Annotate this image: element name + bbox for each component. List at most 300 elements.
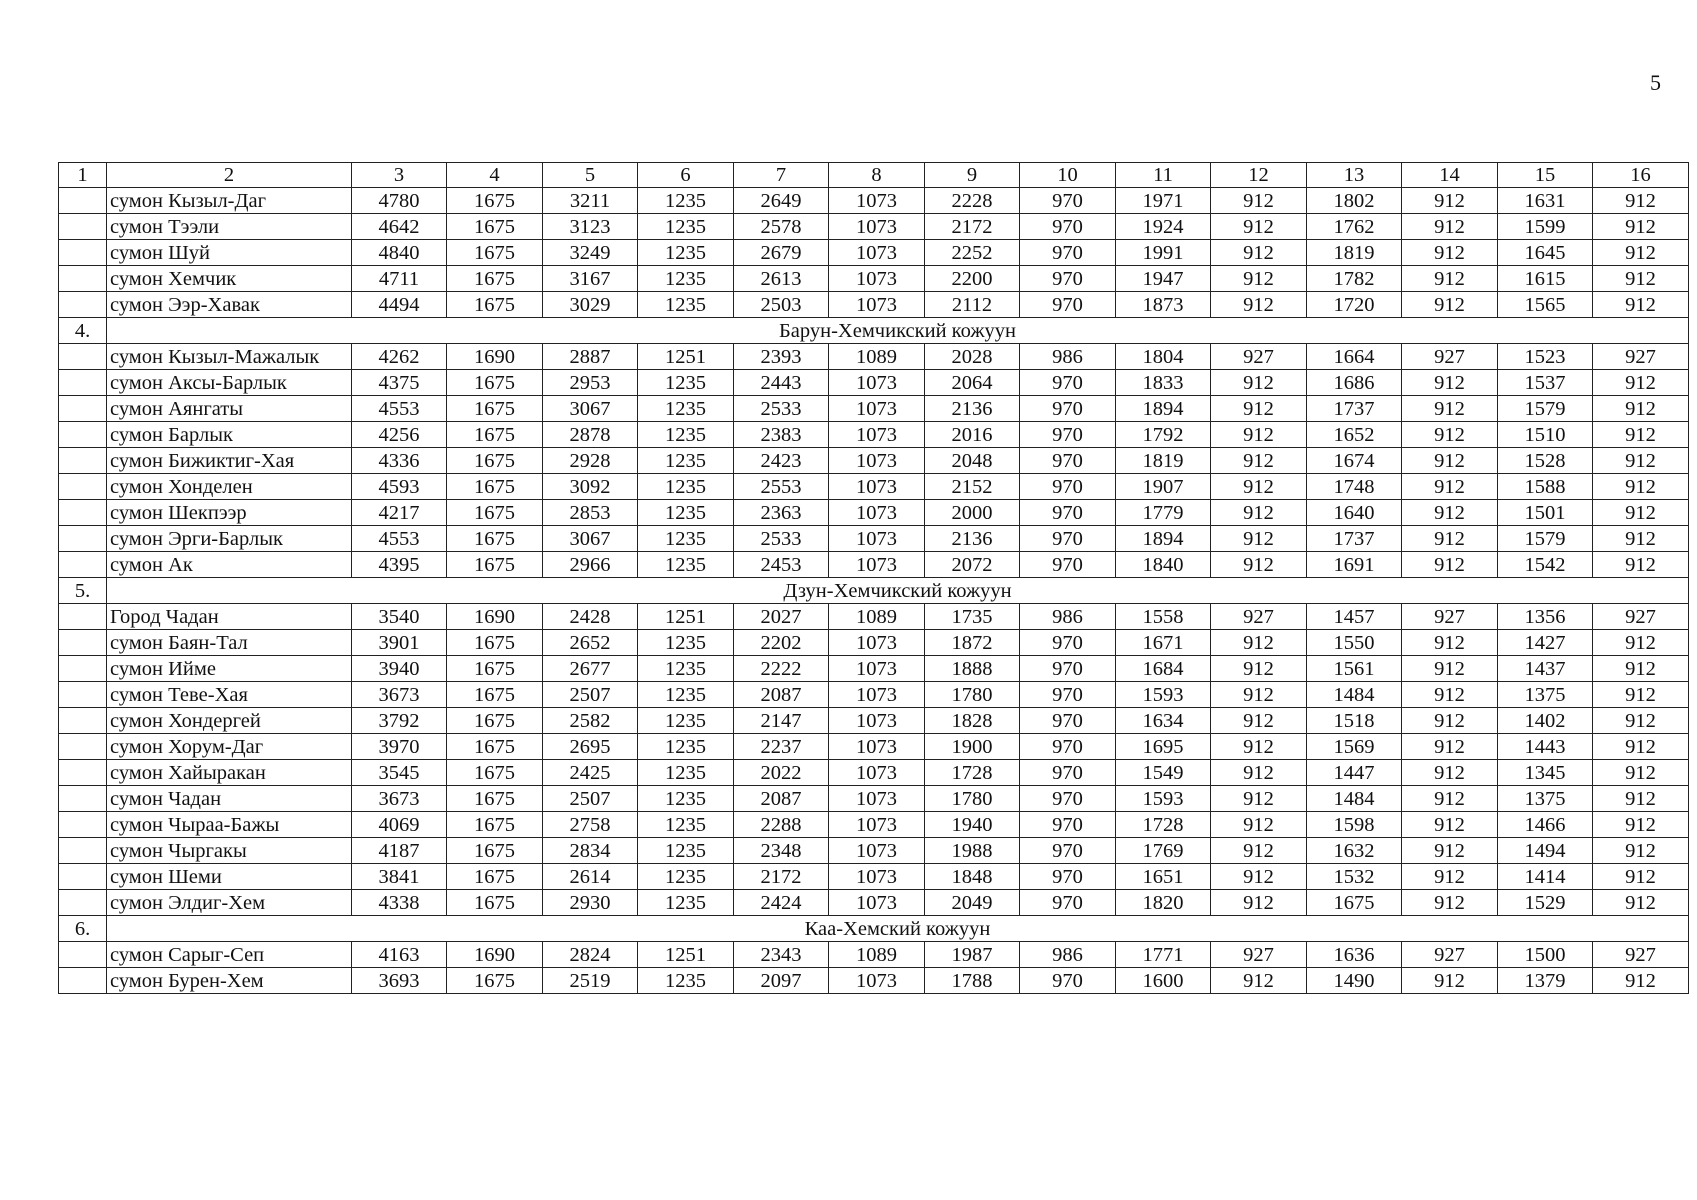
- table-cell: 1675: [447, 786, 543, 812]
- table-cell: 1615: [1498, 266, 1593, 292]
- table-cell: 1073: [829, 292, 925, 318]
- section-title: Дзун-Хемчикский кожуун: [107, 578, 1689, 604]
- table-cell: 1873: [1116, 292, 1211, 318]
- row-index: [59, 370, 107, 396]
- table-cell: 1600: [1116, 968, 1211, 994]
- table-cell: 912: [1211, 188, 1307, 214]
- table-body: [59, 163, 1689, 994]
- table-cell: 912: [1211, 474, 1307, 500]
- table-cell: 912: [1402, 396, 1498, 422]
- table-row: [59, 760, 1689, 786]
- row-index: [59, 188, 107, 214]
- row-name: сумон Аянгаты: [107, 396, 352, 422]
- table-cell: 912: [1593, 734, 1689, 760]
- table-cell: 1664: [1307, 344, 1402, 370]
- table-cell: 1579: [1498, 526, 1593, 552]
- table-row: [59, 812, 1689, 838]
- table-cell: 1737: [1307, 526, 1402, 552]
- table-cell: 1235: [638, 968, 734, 994]
- column-header: 1: [59, 163, 107, 188]
- table-cell: 912: [1402, 188, 1498, 214]
- table-cell: 4262: [352, 344, 447, 370]
- table-cell: 912: [1593, 240, 1689, 266]
- table-cell: 970: [1020, 864, 1116, 890]
- table-cell: 912: [1593, 786, 1689, 812]
- table-cell: 1427: [1498, 630, 1593, 656]
- table-cell: 4395: [352, 552, 447, 578]
- table-row: [59, 474, 1689, 500]
- table-cell: 1235: [638, 240, 734, 266]
- table-cell: 970: [1020, 266, 1116, 292]
- table-cell: 2202: [734, 630, 829, 656]
- table-cell: 3067: [543, 396, 638, 422]
- row-index: [59, 864, 107, 890]
- table-cell: 3970: [352, 734, 447, 760]
- table-cell: 2348: [734, 838, 829, 864]
- column-header: 7: [734, 163, 829, 188]
- table-cell: 1235: [638, 292, 734, 318]
- row-index: [59, 812, 107, 838]
- table-cell: 2048: [925, 448, 1020, 474]
- table-cell: 1652: [1307, 422, 1402, 448]
- table-cell: 1728: [1116, 812, 1211, 838]
- table-cell: 2679: [734, 240, 829, 266]
- table-cell: 1073: [829, 422, 925, 448]
- table-cell: 1720: [1307, 292, 1402, 318]
- table-row: [59, 500, 1689, 526]
- table-cell: 1804: [1116, 344, 1211, 370]
- table-cell: 1788: [925, 968, 1020, 994]
- table-cell: 1780: [925, 682, 1020, 708]
- table-cell: 4780: [352, 188, 447, 214]
- section-index: 6.: [59, 916, 107, 942]
- table-row: [59, 240, 1689, 266]
- table-cell: 1675: [447, 682, 543, 708]
- table-cell: 1235: [638, 500, 734, 526]
- table-cell: 1414: [1498, 864, 1593, 890]
- table-cell: 1356: [1498, 604, 1593, 630]
- table-cell: 1490: [1307, 968, 1402, 994]
- table-cell: 1073: [829, 734, 925, 760]
- table-cell: 3029: [543, 292, 638, 318]
- table-cell: 927: [1211, 942, 1307, 968]
- table-cell: 1484: [1307, 786, 1402, 812]
- table-cell: 1073: [829, 864, 925, 890]
- table-cell: 2228: [925, 188, 1020, 214]
- column-header: 5: [543, 163, 638, 188]
- table-cell: 1819: [1307, 240, 1402, 266]
- table-cell: 1987: [925, 942, 1020, 968]
- table-cell: 1675: [447, 474, 543, 500]
- section-index: 4.: [59, 318, 107, 344]
- table-cell: 1235: [638, 552, 734, 578]
- table-cell: 912: [1593, 526, 1689, 552]
- table-cell: 1988: [925, 838, 1020, 864]
- table-cell: 1235: [638, 370, 734, 396]
- table-cell: 2428: [543, 604, 638, 630]
- table-cell: 912: [1211, 500, 1307, 526]
- table-cell: 1940: [925, 812, 1020, 838]
- table-cell: 2200: [925, 266, 1020, 292]
- row-index: [59, 214, 107, 240]
- table-cell: 2578: [734, 214, 829, 240]
- table-cell: 1235: [638, 448, 734, 474]
- table-cell: 912: [1402, 656, 1498, 682]
- row-index: [59, 396, 107, 422]
- table-cell: 2000: [925, 500, 1020, 526]
- table-cell: 1691: [1307, 552, 1402, 578]
- table-cell: 1235: [638, 682, 734, 708]
- table-cell: 912: [1593, 370, 1689, 396]
- table-cell: 2425: [543, 760, 638, 786]
- table-cell: 912: [1402, 422, 1498, 448]
- table-cell: 1894: [1116, 396, 1211, 422]
- table-cell: 4217: [352, 500, 447, 526]
- table-cell: 912: [1211, 708, 1307, 734]
- table-cell: 1894: [1116, 526, 1211, 552]
- table-cell: 2503: [734, 292, 829, 318]
- table-cell: 3167: [543, 266, 638, 292]
- table-cell: 2507: [543, 786, 638, 812]
- table-cell: 970: [1020, 656, 1116, 682]
- table-cell: 1501: [1498, 500, 1593, 526]
- table-cell: 2172: [734, 864, 829, 890]
- column-header: 14: [1402, 163, 1498, 188]
- table-cell: 3123: [543, 214, 638, 240]
- table-cell: 927: [1402, 344, 1498, 370]
- table-cell: 912: [1593, 630, 1689, 656]
- table-cell: 912: [1593, 214, 1689, 240]
- table-cell: 912: [1402, 786, 1498, 812]
- table-cell: 4336: [352, 448, 447, 474]
- table-cell: 1686: [1307, 370, 1402, 396]
- table-cell: 1675: [447, 630, 543, 656]
- table-cell: 2582: [543, 708, 638, 734]
- table-cell: 970: [1020, 682, 1116, 708]
- table-cell: 1235: [638, 864, 734, 890]
- table-cell: 1675: [447, 370, 543, 396]
- row-name: сумон Бижиктиг-Хая: [107, 448, 352, 474]
- column-header: 3: [352, 163, 447, 188]
- row-name: сумон Тээли: [107, 214, 352, 240]
- table-cell: 1991: [1116, 240, 1211, 266]
- table-cell: 1737: [1307, 396, 1402, 422]
- row-index: [59, 422, 107, 448]
- table-cell: 2677: [543, 656, 638, 682]
- table-row: [59, 396, 1689, 422]
- row-index: [59, 682, 107, 708]
- table-cell: 2237: [734, 734, 829, 760]
- table-cell: 3792: [352, 708, 447, 734]
- page-number: 5: [1650, 70, 1661, 95]
- table-cell: 1494: [1498, 838, 1593, 864]
- table-cell: 970: [1020, 240, 1116, 266]
- table-cell: 912: [1211, 786, 1307, 812]
- table-cell: 1840: [1116, 552, 1211, 578]
- table-cell: 1762: [1307, 214, 1402, 240]
- table-cell: 986: [1020, 344, 1116, 370]
- table-cell: 912: [1593, 760, 1689, 786]
- row-index: [59, 266, 107, 292]
- table-cell: 1235: [638, 656, 734, 682]
- table-cell: 1640: [1307, 500, 1402, 526]
- table-cell: 1089: [829, 344, 925, 370]
- table-cell: 1675: [447, 838, 543, 864]
- table-cell: 1073: [829, 214, 925, 240]
- table-cell: 912: [1211, 266, 1307, 292]
- table-cell: 2553: [734, 474, 829, 500]
- table-cell: 1780: [925, 786, 1020, 812]
- table-cell: 912: [1593, 864, 1689, 890]
- table-cell: 2614: [543, 864, 638, 890]
- row-index: [59, 552, 107, 578]
- table-cell: 2887: [543, 344, 638, 370]
- table-cell: 3092: [543, 474, 638, 500]
- section-title: Каа-Хемский кожуун: [107, 916, 1689, 942]
- table-cell: 2049: [925, 890, 1020, 916]
- table-cell: 1510: [1498, 422, 1593, 448]
- table-cell: 912: [1402, 240, 1498, 266]
- row-index: [59, 604, 107, 630]
- table-cell: 912: [1402, 708, 1498, 734]
- table-cell: 970: [1020, 448, 1116, 474]
- table-cell: 2824: [543, 942, 638, 968]
- table-cell: 1588: [1498, 474, 1593, 500]
- table-cell: 2423: [734, 448, 829, 474]
- column-header: 12: [1211, 163, 1307, 188]
- table-row: [59, 942, 1689, 968]
- table-cell: 1820: [1116, 890, 1211, 916]
- table-cell: 3545: [352, 760, 447, 786]
- table-cell: 4494: [352, 292, 447, 318]
- row-index: [59, 656, 107, 682]
- table-cell: 1235: [638, 474, 734, 500]
- table-row: [59, 864, 1689, 890]
- table-cell: 1235: [638, 812, 734, 838]
- table-cell: 1675: [447, 864, 543, 890]
- table-cell: 1684: [1116, 656, 1211, 682]
- row-index: [59, 760, 107, 786]
- table-cell: 1073: [829, 474, 925, 500]
- column-header: 15: [1498, 163, 1593, 188]
- table-cell: 1235: [638, 734, 734, 760]
- table-cell: 1549: [1116, 760, 1211, 786]
- table-cell: 1674: [1307, 448, 1402, 474]
- table-cell: 2136: [925, 526, 1020, 552]
- table-cell: 2383: [734, 422, 829, 448]
- table-cell: 1443: [1498, 734, 1593, 760]
- table-cell: 912: [1593, 422, 1689, 448]
- table-cell: 2064: [925, 370, 1020, 396]
- table-cell: 2953: [543, 370, 638, 396]
- table-cell: 1690: [447, 604, 543, 630]
- table-cell: 2507: [543, 682, 638, 708]
- table-cell: 1484: [1307, 682, 1402, 708]
- table-cell: 912: [1593, 448, 1689, 474]
- row-index: [59, 786, 107, 812]
- table-cell: 1542: [1498, 552, 1593, 578]
- table-cell: 1565: [1498, 292, 1593, 318]
- table-row: [59, 188, 1689, 214]
- table-cell: 2966: [543, 552, 638, 578]
- table-cell: 912: [1211, 448, 1307, 474]
- table-cell: 1782: [1307, 266, 1402, 292]
- table-cell: 927: [1211, 604, 1307, 630]
- table-row: [59, 292, 1689, 318]
- table-row: [59, 266, 1689, 292]
- table-cell: 2222: [734, 656, 829, 682]
- table-cell: 3673: [352, 786, 447, 812]
- table-cell: 912: [1593, 968, 1689, 994]
- table-row: [59, 344, 1689, 370]
- table-cell: 1675: [447, 240, 543, 266]
- row-name: Город Чадан: [107, 604, 352, 630]
- section-index: 5.: [59, 578, 107, 604]
- table-cell: 3940: [352, 656, 447, 682]
- table-cell: 1073: [829, 890, 925, 916]
- table-cell: 912: [1211, 734, 1307, 760]
- table-cell: 1073: [829, 812, 925, 838]
- table-cell: 1235: [638, 266, 734, 292]
- table-cell: 1251: [638, 344, 734, 370]
- table-cell: 1073: [829, 838, 925, 864]
- table-row: [59, 734, 1689, 760]
- table-cell: 2533: [734, 396, 829, 422]
- table-cell: 1636: [1307, 942, 1402, 968]
- table-cell: 1924: [1116, 214, 1211, 240]
- table-cell: 912: [1211, 890, 1307, 916]
- table-cell: 2393: [734, 344, 829, 370]
- table-cell: 2834: [543, 838, 638, 864]
- table-cell: 4338: [352, 890, 447, 916]
- table-cell: 1593: [1116, 682, 1211, 708]
- table-cell: 1971: [1116, 188, 1211, 214]
- table-cell: 2016: [925, 422, 1020, 448]
- table-cell: 1735: [925, 604, 1020, 630]
- table-cell: 1447: [1307, 760, 1402, 786]
- table-row: [59, 656, 1689, 682]
- table-cell: 2027: [734, 604, 829, 630]
- table-cell: 2022: [734, 760, 829, 786]
- table-cell: 2152: [925, 474, 1020, 500]
- table-cell: 912: [1402, 214, 1498, 240]
- table-cell: 1872: [925, 630, 1020, 656]
- table-cell: 1675: [447, 422, 543, 448]
- table-cell: 1579: [1498, 396, 1593, 422]
- row-index: [59, 630, 107, 656]
- table-cell: 1073: [829, 370, 925, 396]
- table-cell: 1828: [925, 708, 1020, 734]
- table-cell: 970: [1020, 526, 1116, 552]
- table-cell: 1235: [638, 214, 734, 240]
- table-cell: 970: [1020, 422, 1116, 448]
- table-cell: 912: [1211, 552, 1307, 578]
- table-cell: 1651: [1116, 864, 1211, 890]
- table-row: [59, 630, 1689, 656]
- table-cell: 912: [1593, 500, 1689, 526]
- table-cell: 912: [1402, 812, 1498, 838]
- table-cell: 1675: [447, 396, 543, 422]
- table-cell: 1675: [447, 188, 543, 214]
- table-cell: 1528: [1498, 448, 1593, 474]
- row-index: [59, 240, 107, 266]
- table-cell: 912: [1593, 890, 1689, 916]
- table-cell: 1675: [447, 734, 543, 760]
- table-cell: 1235: [638, 838, 734, 864]
- table-cell: 1379: [1498, 968, 1593, 994]
- row-name: сумон Ак: [107, 552, 352, 578]
- table-cell: 912: [1211, 292, 1307, 318]
- table-cell: 2613: [734, 266, 829, 292]
- table-cell: 1631: [1498, 188, 1593, 214]
- table-cell: 1437: [1498, 656, 1593, 682]
- table-cell: 927: [1402, 942, 1498, 968]
- table-cell: 1235: [638, 396, 734, 422]
- table-cell: 1073: [829, 760, 925, 786]
- table-cell: 912: [1211, 630, 1307, 656]
- table-cell: 912: [1211, 812, 1307, 838]
- table-cell: 1900: [925, 734, 1020, 760]
- table-cell: 2072: [925, 552, 1020, 578]
- table-cell: 1073: [829, 968, 925, 994]
- row-name: сумон Чыраа-Бажы: [107, 812, 352, 838]
- table-cell: 1073: [829, 188, 925, 214]
- table-cell: 912: [1402, 734, 1498, 760]
- table-cell: 1695: [1116, 734, 1211, 760]
- table-cell: 1251: [638, 604, 734, 630]
- table-cell: 2443: [734, 370, 829, 396]
- table-cell: 912: [1402, 500, 1498, 526]
- row-index: [59, 968, 107, 994]
- table-cell: 1518: [1307, 708, 1402, 734]
- table-cell: 4553: [352, 526, 447, 552]
- table-cell: 912: [1593, 266, 1689, 292]
- table-cell: 4375: [352, 370, 447, 396]
- table-cell: 1558: [1116, 604, 1211, 630]
- table-cell: 1802: [1307, 188, 1402, 214]
- row-name: сумон Тевe-Хая: [107, 682, 352, 708]
- table-cell: 2928: [543, 448, 638, 474]
- row-index: [59, 474, 107, 500]
- section-row: [59, 578, 1689, 604]
- column-header: 13: [1307, 163, 1402, 188]
- table-cell: 970: [1020, 474, 1116, 500]
- row-name: сумон Шуй: [107, 240, 352, 266]
- table-cell: 2087: [734, 786, 829, 812]
- table-row: [59, 552, 1689, 578]
- table-cell: 4256: [352, 422, 447, 448]
- table-cell: 2112: [925, 292, 1020, 318]
- table-cell: 1593: [1116, 786, 1211, 812]
- row-index: [59, 448, 107, 474]
- table-cell: 4187: [352, 838, 447, 864]
- table-cell: 986: [1020, 942, 1116, 968]
- table-cell: 970: [1020, 812, 1116, 838]
- table-cell: 2136: [925, 396, 1020, 422]
- table-cell: 2649: [734, 188, 829, 214]
- table-cell: 1532: [1307, 864, 1402, 890]
- table-row: [59, 968, 1689, 994]
- table-cell: 912: [1211, 760, 1307, 786]
- table-cell: 2343: [734, 942, 829, 968]
- table-cell: 1598: [1307, 812, 1402, 838]
- row-name: сумон Бурен-Хем: [107, 968, 352, 994]
- column-header: 16: [1593, 163, 1689, 188]
- table-cell: 1848: [925, 864, 1020, 890]
- table-row: [59, 526, 1689, 552]
- table-cell: 970: [1020, 760, 1116, 786]
- table-cell: 2424: [734, 890, 829, 916]
